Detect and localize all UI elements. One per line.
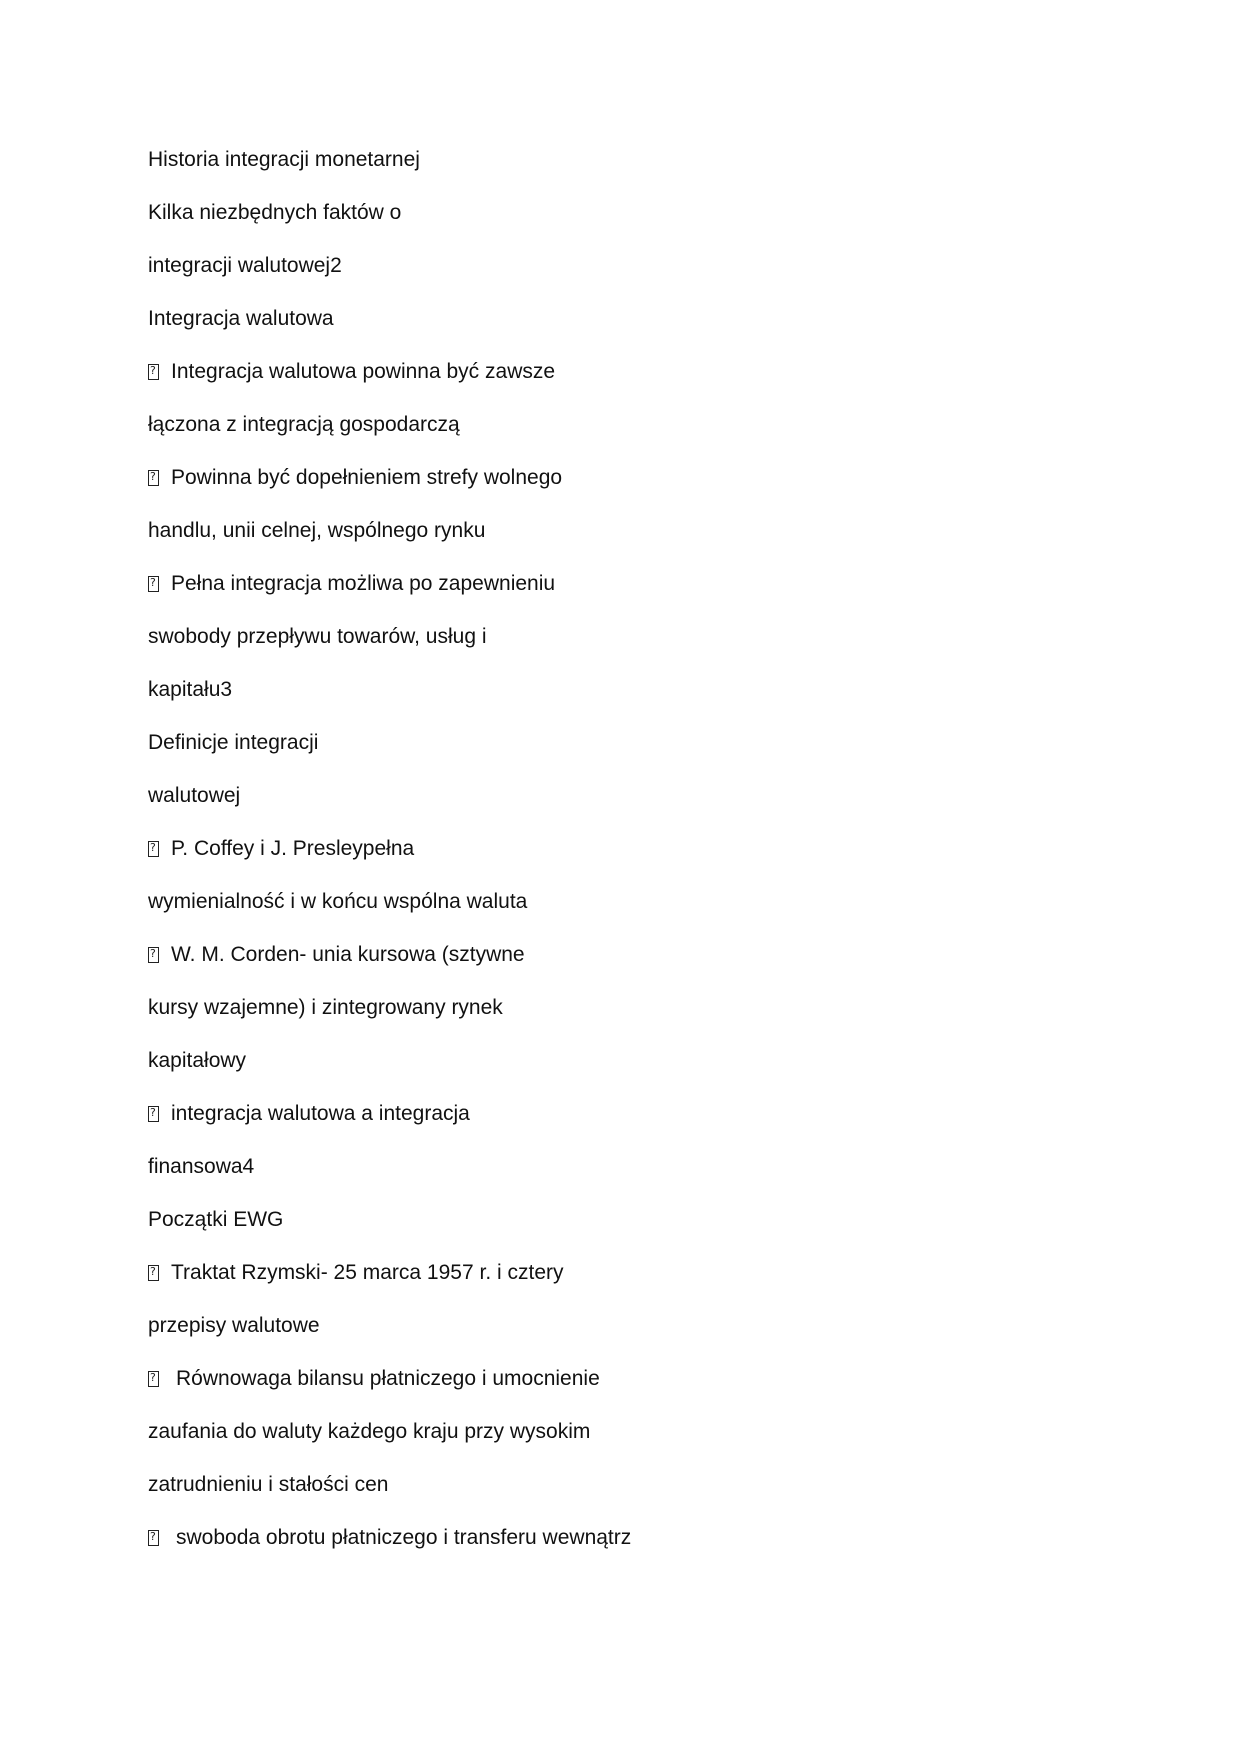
bullet-line bbox=[148, 1365, 1148, 1418]
line-text: W. M. Corden- unia kursowa (sztywne bbox=[171, 943, 525, 966]
text-line bbox=[148, 888, 1148, 941]
text-line bbox=[148, 1153, 1148, 1206]
line-text: P. Coffey i J. Presleypełna bbox=[171, 837, 415, 860]
line-text: Integracja walutowa powinna być zawsze bbox=[171, 360, 556, 383]
text-line bbox=[148, 1206, 1148, 1259]
line-text: kursy wzajemne) i zintegrowany rynek bbox=[148, 996, 503, 1019]
text-line bbox=[148, 676, 1148, 729]
missing-glyph-icon bbox=[148, 1265, 159, 1281]
line-text: Początki EWG bbox=[148, 1208, 284, 1231]
bullet-line bbox=[148, 570, 1148, 623]
line-text: Pełna integracja możliwa po zapewnieniu bbox=[171, 572, 556, 595]
missing-glyph-icon bbox=[148, 841, 159, 857]
text-line bbox=[148, 411, 1148, 464]
line-text: swobody przepływu towarów, usług i bbox=[148, 625, 487, 648]
text-line bbox=[148, 623, 1148, 676]
line-text: handlu, unii celnej, wspólnego rynku bbox=[148, 519, 486, 542]
text-line bbox=[148, 1418, 1148, 1471]
line-text: Powinna być dopełnieniem strefy wolnego bbox=[171, 466, 563, 489]
line-text: Historia integracji monetarnej bbox=[148, 148, 420, 171]
line-text: finansowa4 bbox=[148, 1155, 255, 1178]
text-line bbox=[148, 1047, 1148, 1100]
text-line bbox=[148, 729, 1148, 782]
line-text: swoboda obrotu płatniczego i transferu wewnątrz bbox=[176, 1526, 632, 1549]
missing-glyph-icon bbox=[148, 470, 159, 486]
missing-glyph-icon bbox=[148, 576, 159, 592]
text-line bbox=[148, 199, 1148, 252]
line-text: Definicje integracji bbox=[148, 731, 319, 754]
text-line bbox=[148, 782, 1148, 835]
text-line bbox=[148, 1312, 1148, 1365]
line-text: wymienialność i w końcu wspólna waluta bbox=[148, 890, 528, 913]
line-text: łączona z integracją gospodarczą bbox=[148, 413, 460, 436]
line-text: integracji walutowej2 bbox=[148, 254, 342, 277]
bullet-line bbox=[148, 1524, 1148, 1577]
bullet-line bbox=[148, 464, 1148, 517]
line-text: kapitałowy bbox=[148, 1049, 247, 1072]
line-text: Kilka niezbędnych faktów o bbox=[148, 201, 402, 224]
line-text: kapitału3 bbox=[148, 678, 233, 701]
text-line bbox=[148, 252, 1148, 305]
line-text: walutowej bbox=[148, 784, 241, 807]
line-text: przepisy walutowe bbox=[148, 1314, 320, 1337]
text-line bbox=[148, 517, 1148, 570]
line-text: zatrudnieniu i stałości cen bbox=[148, 1473, 389, 1496]
line-text: integracja walutowa a integracja bbox=[171, 1102, 470, 1125]
bullet-line bbox=[148, 835, 1148, 888]
line-text: Traktat Rzymski- 25 marca 1957 r. i cztery bbox=[171, 1261, 564, 1284]
bullet-line bbox=[148, 941, 1148, 994]
line-text: Integracja walutowa bbox=[148, 307, 334, 330]
missing-glyph-icon bbox=[148, 1371, 159, 1387]
bullet-line bbox=[148, 1259, 1148, 1312]
text-line bbox=[148, 994, 1148, 1047]
text-line bbox=[148, 1471, 1148, 1524]
text-line bbox=[148, 146, 1148, 199]
line-text: Równowaga bilansu płatniczego i umocnienie bbox=[176, 1367, 600, 1390]
bullet-line bbox=[148, 1100, 1148, 1153]
missing-glyph-icon bbox=[148, 364, 159, 380]
line-text: zaufania do waluty każdego kraju przy wysokim bbox=[148, 1420, 591, 1443]
missing-glyph-icon bbox=[148, 1106, 159, 1122]
document-body bbox=[148, 146, 1148, 1577]
missing-glyph-icon bbox=[148, 1530, 159, 1546]
text-line bbox=[148, 305, 1148, 358]
missing-glyph-icon bbox=[148, 947, 159, 963]
bullet-line bbox=[148, 358, 1148, 411]
